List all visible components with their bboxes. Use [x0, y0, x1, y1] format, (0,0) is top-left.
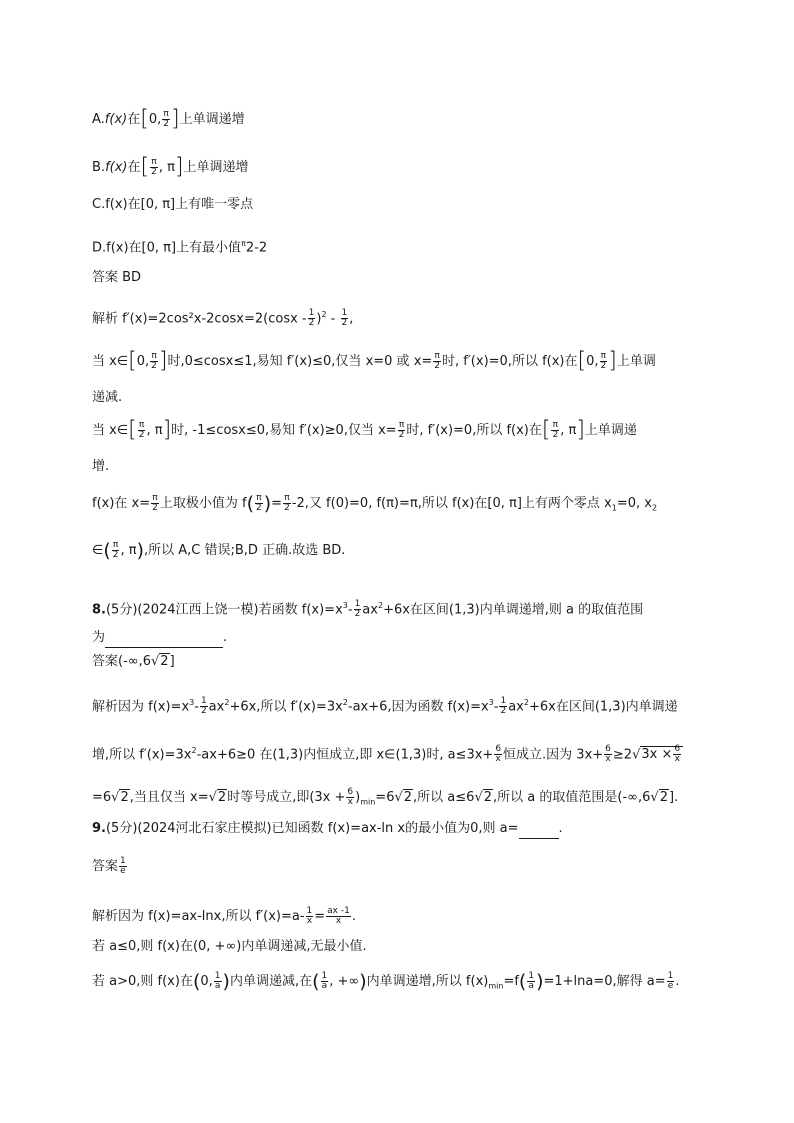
- frac-num: 1: [306, 906, 313, 916]
- text-a: 当 x∈: [92, 423, 129, 438]
- frac-den: x: [674, 754, 680, 765]
- sqrt-sign: √: [111, 790, 120, 805]
- solution-lead: 解析: [92, 311, 119, 327]
- q9-solution-line-2: [92, 937, 712, 957]
- text-b: 0,: [586, 354, 599, 369]
- text-d: ≥2: [612, 747, 633, 763]
- frac-den: 2: [434, 361, 441, 371]
- frac-num: π: [151, 351, 157, 361]
- exp-2: 2: [224, 698, 230, 707]
- bracket-left: [: [577, 348, 587, 374]
- bracket-left: [: [140, 154, 150, 180]
- exp-3: 3: [189, 698, 195, 707]
- frac-1-2: [308, 309, 316, 328]
- text-c: 时,0≤cosx≤1,易知 f′(x)≤0,仅当 x=0 或 x=: [167, 354, 433, 369]
- frac-num: 1: [528, 971, 535, 981]
- text-f: =f: [503, 974, 519, 989]
- option-b: [92, 154, 712, 180]
- text-e: ): [355, 790, 361, 805]
- option-a-zai: 在: [127, 112, 141, 127]
- frac-num: 6: [674, 744, 681, 755]
- text-a: 解析因为 f(x)=ax-lnx,所以 f′(x)=a-: [92, 909, 305, 924]
- frac-den: 2: [152, 503, 158, 513]
- text-c: 恒成立.因为 3x+: [503, 747, 604, 763]
- frac-num: 1: [354, 599, 361, 610]
- frac-den: 2: [151, 361, 157, 371]
- frac-1-2: [354, 600, 362, 619]
- text-b: , π: [146, 423, 163, 438]
- text-g: =1+lna=0,解得 a=: [543, 974, 666, 989]
- text-h: ,所以 a 的取值范围是(-∞,6: [493, 790, 651, 805]
- bracket-left: [: [541, 417, 551, 443]
- option-d-text: D.f(x)在[0, π]上有最小值: [92, 240, 242, 256]
- text-a: 当 x∈: [92, 354, 129, 369]
- q9-solution-line-3: [92, 972, 712, 997]
- exp-2: 2: [377, 601, 384, 610]
- frac-1-x: [306, 907, 314, 926]
- q8-solution-line-3: [92, 788, 712, 813]
- frac-den: a: [214, 981, 221, 991]
- solution-expr: f′(x)=2cos²x-2cosx=2(cosx -: [122, 311, 307, 327]
- text: 若 a≤0,则 f(x)在(0, +∞)内单调递减,无最小值.: [92, 939, 367, 954]
- bracket-right: ]: [608, 348, 617, 374]
- frac-num: π: [138, 420, 145, 430]
- bracket-left: [: [128, 417, 137, 443]
- q8-stem-line-1: 8.(5分)(2024江西上饶一模)若函数 $f(x)=x^3-$ $\frac{1}{2}$ $ax^2+6x$在区间(1,3)内单调递增,则 a 的取值范围: [92, 599, 644, 620]
- text-a: 若 a>0,则 f(x)在: [92, 974, 193, 989]
- frac-den: 2: [354, 609, 361, 620]
- frac-den: 2: [600, 361, 607, 371]
- sub-min: min: [488, 981, 504, 991]
- option-b-fx: f(x): [105, 160, 128, 175]
- q8-stem-line-2: [92, 628, 712, 648]
- frac-pi-2: [138, 421, 146, 440]
- frac-den: 2: [112, 550, 119, 560]
- frac-pi-2: [433, 352, 441, 371]
- q7-answer-text: 答案 BD: [92, 270, 142, 285]
- frac-pi-2: [150, 158, 158, 177]
- frac-num: ax -1: [327, 906, 350, 916]
- text-h: .: [675, 974, 680, 989]
- frac-1-a: [527, 972, 535, 991]
- option-b-prefix: B.: [92, 160, 106, 175]
- bracket-right: ]: [158, 348, 168, 374]
- frac-pi-2: [551, 421, 559, 440]
- frac-den: x: [306, 916, 313, 926]
- q9-solution-line-1: [92, 907, 712, 927]
- sub-2: 2: [651, 503, 658, 513]
- frac-1-2: [499, 697, 507, 716]
- text-d: (3x +: [309, 790, 346, 805]
- frac-den: a: [528, 981, 534, 991]
- text-e: =0, x: [616, 496, 652, 511]
- q7-answer: [92, 268, 712, 288]
- question-number: 8.: [92, 602, 106, 618]
- text-e: 3x ×: [641, 747, 673, 763]
- frac-1-a: [321, 972, 329, 991]
- frac-den: 2: [341, 318, 348, 329]
- frac-1-a: [214, 972, 222, 991]
- paren-right: ): [536, 970, 544, 993]
- paren-right: ): [263, 492, 272, 515]
- sqrt-sign: √: [632, 747, 641, 763]
- frac-den: e: [120, 866, 126, 876]
- frac-num: π: [434, 351, 440, 361]
- text-c: =: [271, 496, 283, 511]
- minus: -: [330, 311, 336, 327]
- frac-num: 1: [321, 971, 328, 981]
- text-c: +6x,所以 f′(x)=3x: [229, 699, 343, 715]
- text-b: .: [223, 630, 228, 645]
- exp-2: 2: [342, 698, 348, 707]
- frac-pi-2: [283, 494, 291, 513]
- option-d: [92, 234, 712, 258]
- text-d: 时, f′(x)=0,所以 f(x)在: [406, 423, 542, 438]
- frac-num: 6: [605, 744, 611, 755]
- q7-solution-line-1: 解析 f′(x)=2cos²x-2cosx=2(cosx - $\frac{1}{2}$ )$^2$ - $\frac{1}{2}$ ,: [92, 308, 354, 329]
- frac-num: π: [256, 493, 262, 503]
- frac-num: 1: [120, 856, 126, 866]
- sub-1: 1: [611, 503, 617, 513]
- text-e: 上单调递: [584, 423, 637, 438]
- paren-right: ): [136, 539, 144, 562]
- frac-den: 2: [284, 503, 290, 513]
- text-a: 解析因为 f(x)=x: [92, 699, 190, 715]
- sqrt-sign: √: [650, 790, 659, 805]
- frac-1-e: [667, 972, 675, 991]
- frac-ax-1-x: [326, 907, 351, 926]
- frac-num: 1: [308, 308, 315, 319]
- exp-2: 2: [321, 310, 327, 319]
- text-b: .: [558, 821, 563, 836]
- text-c: .: [351, 909, 356, 924]
- text-c: ,所以 A,C 错误;B,D 正确.故选 BD.: [144, 543, 346, 558]
- text-b: -ax+6≥0 在(1,3)内恒成立,即 x∈(1,3)时, a≤3x+: [196, 747, 494, 763]
- sqrt-sign: √: [151, 654, 160, 669]
- frac-den: a: [321, 981, 328, 991]
- frac-den: x: [605, 754, 611, 765]
- text-a: 增,所以 f′(x)=3x: [92, 747, 192, 763]
- frac-pi-2: [112, 541, 120, 560]
- option-a: [92, 106, 712, 132]
- frac-num: 1: [341, 308, 348, 319]
- q8-solution-line-1: 解析因为 $f(x)=x^3-$ $\frac{1}{2}$ $ax^2+6x$,所以 $f'(x)=3x^2-ax+6$,因为函数 $f(x)=x^3-$ $\frac{1}{2}$ $ax^2+6x$在区间(1,3)内单调递: [92, 696, 678, 717]
- text-a: 答案(-∞,6: [92, 654, 151, 669]
- text: 递减.: [92, 390, 123, 405]
- paren-left: (: [246, 492, 255, 515]
- sqrt-radicand: [640, 744, 683, 765]
- frac-pi-2: [151, 494, 159, 513]
- frac-num: π: [112, 540, 119, 550]
- text-e: ax: [508, 699, 524, 715]
- frac-pi-2: [600, 352, 608, 371]
- q8-solution-line-2: [92, 741, 712, 765]
- text-a: (5分)(2024河北石家庄模拟)已知函数 f(x)=ax-ln x的最小值为0,则 a=: [105, 821, 519, 836]
- text-f: +6x在区间(1,3)内单调递: [528, 699, 678, 715]
- frac-pi-2: [150, 352, 158, 371]
- text-c: +6x在区间(1,3)内单调递增,则 a 的取值范围: [383, 602, 644, 618]
- option-b-tail: 上单调递增: [183, 160, 249, 175]
- frac-den: 2: [256, 503, 262, 513]
- option-b-zai: 在: [127, 160, 141, 175]
- frac-den: 2: [500, 706, 507, 717]
- text-b: ax: [362, 602, 378, 618]
- q7-solution-line-4: [92, 417, 712, 443]
- text-b: ]: [169, 654, 175, 669]
- text-e: 上单调: [616, 354, 656, 369]
- frac-pi-2: [398, 421, 406, 440]
- text-e: 内单调递增,所以 f(x): [366, 974, 489, 989]
- frac-num: 1: [214, 971, 221, 981]
- frac-6-x: [346, 788, 354, 807]
- paren-left: (: [518, 970, 527, 993]
- sqrt-radicand: 2: [217, 790, 227, 805]
- frac-num: 6: [347, 787, 354, 797]
- frac-num: π: [284, 493, 290, 503]
- frac-num: π: [600, 351, 607, 361]
- sub-min: min: [360, 797, 376, 807]
- text-d: -ax+6,因为函数 f(x)=x: [347, 699, 489, 715]
- option-a-fx: f(x): [104, 112, 128, 127]
- q7-solution-line-5: [92, 457, 712, 477]
- frac-num: π: [552, 420, 559, 430]
- text-a: (5分)(2024江西上饶一模)若函数 f(x)=x: [105, 602, 343, 618]
- paren-left: (: [312, 970, 320, 993]
- question-number: 9.: [92, 821, 106, 836]
- q8-answer: [92, 652, 712, 672]
- option-a-range-left: 0,: [148, 112, 162, 127]
- frac-pi-2: [162, 110, 170, 129]
- bracket-right: ]: [174, 154, 184, 180]
- q7-solution-line-7: [92, 541, 712, 561]
- text-c: 时等号成立,即: [227, 790, 310, 805]
- paren-left: (: [103, 539, 111, 562]
- text-c: 内单调递减,在: [229, 974, 313, 989]
- answer-blank[interactable]: [519, 824, 559, 839]
- q7-solution-line-6: [92, 494, 712, 519]
- frac-6-x: [673, 745, 681, 764]
- option-b-range-right: , π: [158, 160, 175, 175]
- text-a: 为: [92, 630, 106, 645]
- frac-den: 2: [398, 430, 405, 440]
- exp-3: 3: [488, 698, 494, 707]
- text-b: 上取极小值为 f: [159, 496, 247, 511]
- answer-blank[interactable]: [105, 633, 223, 648]
- bracket-left: [: [128, 348, 137, 374]
- frac-den: 2: [151, 167, 157, 177]
- text-b: =: [314, 909, 326, 924]
- sqrt-radicand: 2: [120, 790, 129, 805]
- bracket-right: ]: [162, 417, 172, 443]
- frac-pi-2: [255, 494, 263, 513]
- exp-2: 2: [523, 698, 529, 707]
- frac-num: 1: [500, 696, 507, 707]
- frac-den: x: [495, 754, 501, 765]
- text-b: , π: [560, 423, 577, 438]
- sqrt-sign: √: [394, 790, 403, 805]
- frac-den: 2: [308, 318, 315, 329]
- option-c: [92, 195, 712, 215]
- text-c: 时, -1≤cosx≤0,易知 f′(x)≥0,仅当 x=: [171, 423, 397, 438]
- paren-right: ): [222, 970, 230, 993]
- text-d: -2,又 f(0)=0, f(π)=π,所以 f(x)在[0, π]上有两个零点 x: [291, 496, 612, 511]
- text-i: ].: [668, 790, 679, 805]
- text-f: =6: [375, 790, 395, 805]
- frac-1-2: [341, 309, 349, 328]
- option-d-pi: π: [241, 239, 246, 248]
- text-a: f(x)在 x=: [92, 496, 151, 511]
- q7-solution-line-3: [92, 388, 712, 408]
- exp-3: 3: [342, 601, 348, 610]
- sqrt-radicand: 2: [403, 790, 413, 805]
- text-b: ,当且仅当 x=: [129, 790, 209, 805]
- text-b: ax: [208, 699, 225, 715]
- frac-num: 1: [667, 971, 674, 981]
- text-a: 答案: [92, 859, 119, 874]
- exp-2: 2: [191, 746, 197, 755]
- comma: ,: [349, 311, 354, 327]
- frac-den: 2: [138, 430, 145, 440]
- frac-den: e: [667, 981, 674, 991]
- option-d-tail: 2-2: [245, 240, 268, 256]
- text-a: ∈: [92, 543, 104, 558]
- text-d: 时, f′(x)=0,所以 f(x)在: [442, 354, 578, 369]
- paren-left: (: [192, 970, 201, 993]
- bracket-left: [: [140, 106, 149, 132]
- sqrt-sign: √: [474, 790, 483, 805]
- frac-den: 2: [200, 706, 207, 717]
- text-g: ,所以 a≤6: [413, 790, 475, 805]
- frac-1-e: [119, 857, 127, 876]
- text: 增.: [92, 459, 110, 474]
- frac-num: 6: [495, 744, 502, 755]
- frac-num: π: [152, 493, 158, 503]
- option-c-text: C.f(x)在[0, π]上有唯一零点: [92, 197, 254, 212]
- frac-den: x: [347, 797, 353, 807]
- option-a-tail: 上单调递增: [179, 112, 245, 127]
- frac-den: 2: [163, 119, 169, 129]
- paren-right: ): [359, 970, 367, 993]
- text-b: , π: [120, 543, 137, 558]
- bracket-right: ]: [170, 106, 180, 132]
- sqrt-sign: √: [208, 790, 217, 805]
- q7-solution-line-2: [92, 348, 712, 374]
- frac-den: 2: [552, 430, 559, 440]
- sqrt-radicand: 2: [160, 654, 169, 669]
- bracket-right: ]: [576, 417, 585, 443]
- frac-6-x: [604, 745, 612, 764]
- q9-answer: [92, 857, 712, 877]
- frac-num: π: [163, 109, 169, 119]
- q9-stem: [92, 819, 712, 839]
- frac-num: π: [398, 420, 405, 430]
- frac-num: 1: [200, 696, 207, 707]
- frac-num: π: [151, 157, 157, 167]
- frac-den: x: [335, 916, 342, 926]
- sqrt-radicand: 2: [659, 790, 668, 805]
- option-a-prefix: A.: [92, 112, 105, 127]
- text-b: 0,: [200, 974, 213, 989]
- frac-6-x: [494, 745, 502, 764]
- frac-1-2: [200, 697, 208, 716]
- sqrt-radicand: 2: [483, 790, 493, 805]
- text-d: , +∞: [329, 974, 360, 989]
- text-b: 0,: [136, 354, 150, 369]
- text-a: =6: [92, 790, 112, 805]
